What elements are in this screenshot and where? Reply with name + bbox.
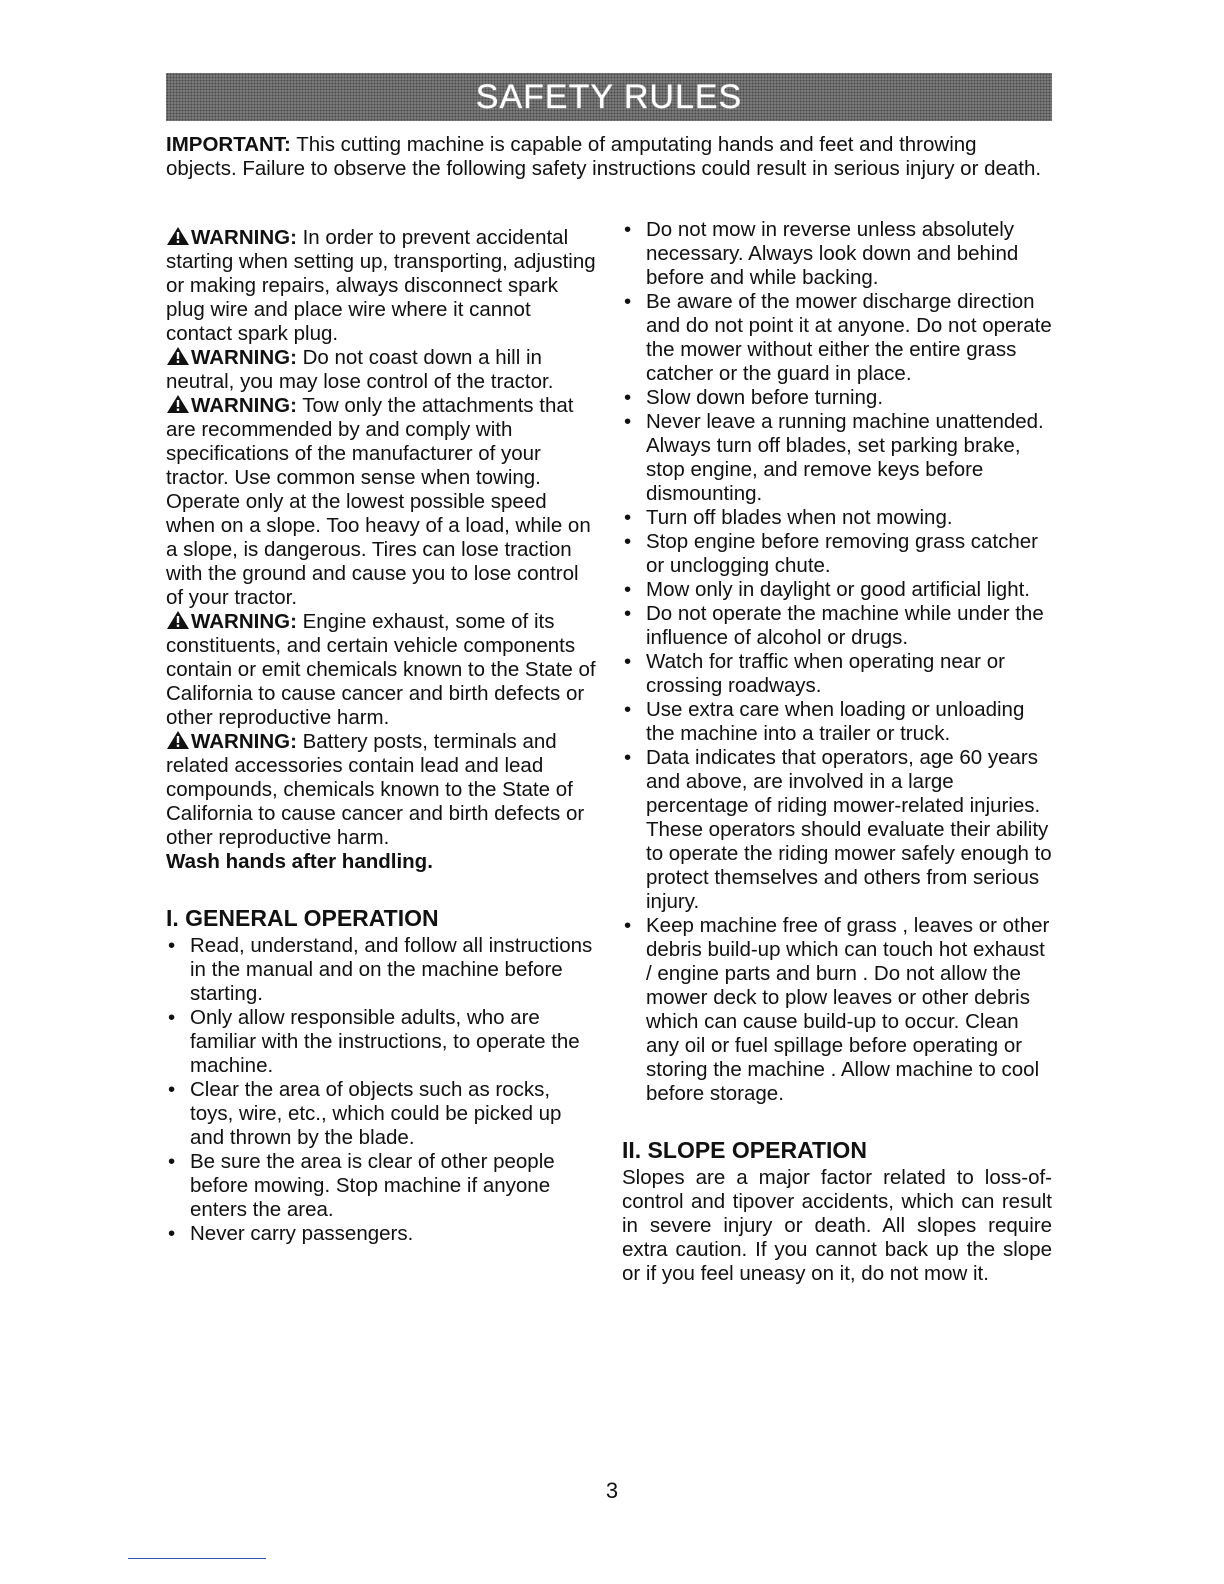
warning-label: WARNING: — [191, 346, 297, 369]
list-item: • Mow only in daylight or good artificial light. — [622, 578, 1052, 602]
list-item: • Slow down before turning. — [622, 386, 1052, 410]
warning-label: WARNING: — [191, 226, 297, 249]
warning-text: Engine exhaust, some of its constituents, and certain vehicle components contain or emit chemicals known to the State of California to cause cancer and birth defects or other reproductive harm. — [166, 610, 596, 729]
banner-title: SAFETY RULES — [475, 77, 743, 116]
warning-battery-lead — [166, 730, 596, 874]
general-operation-list — [166, 934, 596, 1246]
list-item: • Only allow responsible adults, who are familiar with the instructions, to operate the machine. — [166, 1006, 596, 1078]
warning-label: WARNING: — [191, 730, 297, 753]
warning-engine-exhaust — [166, 610, 596, 730]
warning-text: Battery posts, terminals and related accessories contain lead and lead compounds, chemicals known to the State of California to cause cancer and birth defects or other reproductive harm. — [166, 730, 585, 849]
warning-triangle-icon — [166, 610, 190, 630]
warning-towing — [166, 394, 596, 610]
list-item: • Do not mow in reverse unless absolutely necessary. Always look down and behind before and while backing. — [622, 218, 1052, 290]
operation-rules-list — [622, 218, 1052, 1106]
list-item: • Keep machine free of grass , leaves or other debris build-up which can touch hot exhaust / engine parts and burn . Do not allow the mower deck to plow leaves or other debris which can cause build-up to occur. Clean any oil or fuel spillage before operating or storing the machine . Allow machine to cool before storage. — [622, 914, 1052, 1106]
warning-text: Do not coast down a hill in neutral, you may lose control of the tractor. — [166, 346, 554, 393]
list-item: • Stop engine before removing grass catcher or unclogging chute. — [622, 530, 1052, 578]
left-column — [166, 226, 596, 1246]
important-notice — [166, 133, 1046, 181]
warning-spark-plug — [166, 226, 596, 346]
warning-triangle-icon — [166, 226, 190, 246]
list-item: • Watch for traffic when operating near or crossing roadways. — [622, 650, 1052, 698]
page-number: 3 — [605, 1478, 619, 1503]
warning-triangle-icon — [166, 346, 190, 366]
important-text: This cutting machine is capable of amputating hands and feet and throwing objects. Failure to observe the following safety instructions could result in serious injury or death. — [166, 133, 1042, 180]
warning-label: WARNING: — [191, 610, 297, 633]
list-item: • Turn off blades when not mowing. — [622, 506, 1052, 530]
warning-text: Tow only the attachments that are recommended by and comply with specifications of the manufacturer of your tractor. Use common sense when towing. Operate only at the lowest possible speed when on a slope. Too heavy of a load, while on a slope, is dangerous. Tires can lose traction with the ground and cause you to lose control of your tractor. — [166, 394, 591, 609]
list-item: • Never leave a running machine unattended. Always turn off blades, set parking brake, stop engine, and remove keys before dismounting. — [622, 410, 1052, 506]
slope-operation-text: Slopes are a major factor related to loss-of-control and tipover accidents, which can result in severe injury or death. All slopes require extra caution. If you cannot back up the slope or if you feel uneasy on it, do not mow it. — [622, 1166, 1052, 1285]
slope-operation-heading: II. SLOPE OPERATION — [622, 1137, 867, 1163]
list-item: • Use extra care when loading or unloading the machine into a trailer or truck. — [622, 698, 1052, 746]
general-operation-heading: I. GENERAL OPERATION — [166, 905, 439, 931]
warning-triangle-icon — [166, 730, 190, 750]
warning-coast-hill — [166, 346, 596, 394]
right-column — [622, 218, 1052, 1286]
list-item: • Clear the area of objects such as rocks, toys, wire, etc., which could be picked up and thrown by the blade. — [166, 1078, 596, 1150]
warning-label: WARNING: — [191, 394, 297, 417]
safety-rules-banner — [166, 73, 1052, 121]
wash-hands-notice: Wash hands after handling. — [166, 850, 433, 873]
list-item: • Be aware of the mower discharge direction and do not point it at anyone. Do not operate the mower without either the entire grass catcher or the guard in place. — [622, 290, 1052, 386]
list-item: • Never carry passengers. — [166, 1222, 596, 1246]
warning-triangle-icon — [166, 394, 190, 414]
list-item: • Read, understand, and follow all instructions in the manual and on the machine before starting. — [166, 934, 596, 1006]
list-item: • Data indicates that operators, age 60 years and above, are involved in a large percentage of riding mower-related injuries. These operators should evaluate their ability to operate the riding mower safely enough to protect themselves and others from serious injury. — [622, 746, 1052, 914]
list-item: • Be sure the area is clear of other people before mowing. Stop machine if anyone enters the area. — [166, 1150, 596, 1222]
warning-text: In order to prevent accidental starting when setting up, transporting, adjusting or making repairs, always disconnect spark plug wire and place wire where it cannot contact spark plug. — [166, 226, 596, 345]
divider-line — [128, 1558, 266, 1559]
important-label: IMPORTANT: — [166, 133, 291, 156]
list-item: • Do not operate the machine while under the influence of alcohol or drugs. — [622, 602, 1052, 650]
